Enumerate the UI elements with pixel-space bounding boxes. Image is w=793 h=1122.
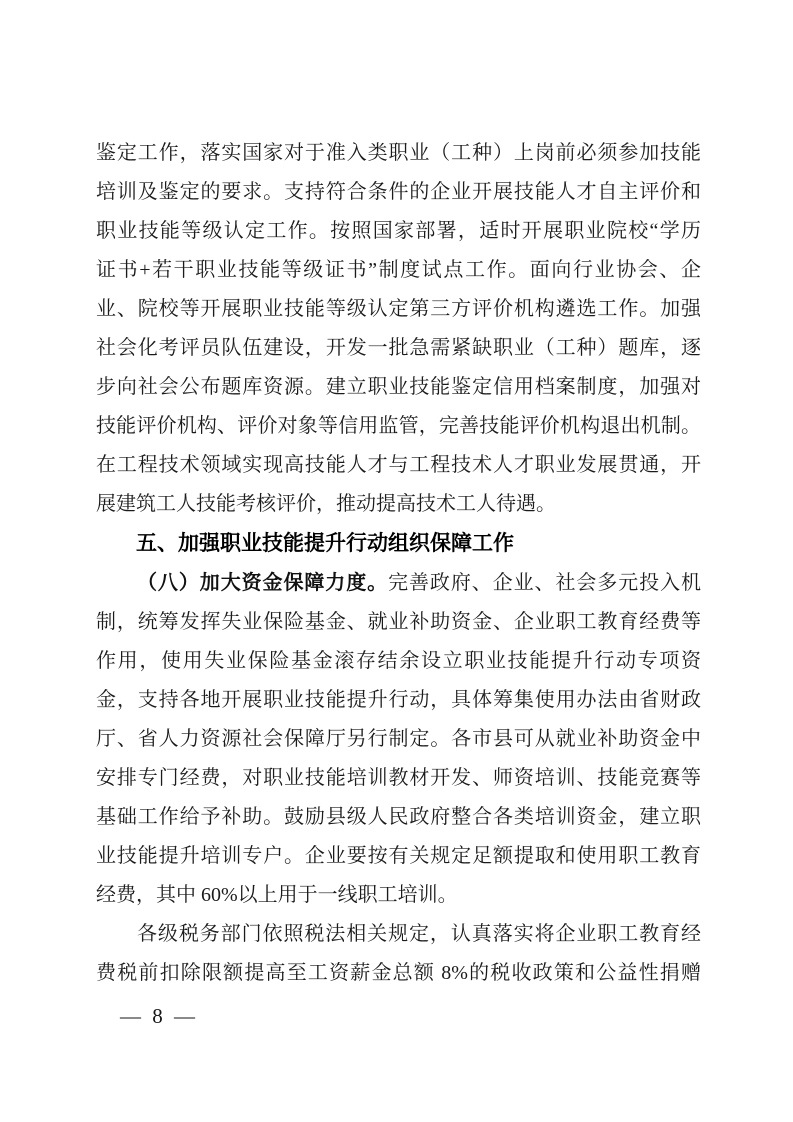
body-line: 培训及鉴定的要求。支持符合条件的企业开展技能人才自主评价和 <box>96 181 701 204</box>
body-line: 在工程技术领域实现高技能人才与工程技术人才职业发展贯通，开 <box>96 454 701 477</box>
body-line: 基础工作给予补助。鼓励县级人民政府整合各类培训资金，建立职 <box>96 805 701 828</box>
body-line: 费税前扣除限额提高至工资薪金总额 8%的税收政策和公益性捐赠 <box>96 961 701 984</box>
body-line: 厅、省人力资源社会保障厅另行制定。各市县可从就业补助资金中 <box>96 727 701 750</box>
body-line: 作用，使用失业保险基金滚存结余设立职业技能提升行动专项资 <box>96 649 701 672</box>
body-line: 职业技能等级认定工作。按照国家部署，适时开展职业院校“学历 <box>96 220 701 243</box>
body-line <box>96 564 701 603</box>
body-line: 步向社会公布题库资源。建立职业技能鉴定信用档案制度，加强对 <box>96 376 701 399</box>
body-line: 各级税务部门依照税法相关规定，认真落实将企业职工教育经 <box>137 922 701 945</box>
page-content <box>96 134 701 993</box>
body-line: 业、院校等开展职业技能等级认定第三方评价机构遴选工作。加强 <box>96 298 701 321</box>
body-line: 制，统筹发挥失业保险基金、就业补助资金、企业职工教育经费等 <box>96 610 701 633</box>
body-line: 展建筑工人技能考核评价，推动提高技术工人待遇。 <box>96 493 556 516</box>
body-line-text: 完善政府、企业、社会多元投入机 <box>388 571 702 594</box>
body-line: 社会化考评员队伍建设，开发一批急需紧缺职业（工种）题库，逐 <box>96 337 701 360</box>
section-heading: 五、加强职业技能提升行动组织保障工作 <box>136 532 514 556</box>
body-line: 经费，其中 60%以上用于一线职工培训。 <box>96 883 458 906</box>
body-line: 业技能提升培训专户。企业要按有关规定足额提取和使用职工教育 <box>96 844 701 867</box>
body-line: 证书+若干职业技能等级证书”制度试点工作。面向行业协会、企 <box>96 259 701 282</box>
bold-lead-label: （八）加大资金保障力度。 <box>137 571 389 594</box>
body-line: 鉴定工作，落实国家对于准入类职业（工种）上岗前必须参加技能 <box>96 142 701 164</box>
paragraph-2 <box>96 564 701 915</box>
page-number: — 8 — <box>120 1004 198 1028</box>
body-line: 安排专门经费，对职业技能培训教材开发、师资培训、技能竞赛等 <box>96 766 701 789</box>
paragraph-1 <box>96 134 701 524</box>
body-line: 技能评价机构、评价对象等信用监管，完善技能评价机构退出机制。 <box>96 415 701 438</box>
body-line: 金，支持各地开展职业技能提升行动，具体筹集使用办法由省财政 <box>96 688 701 711</box>
paragraph-3 <box>96 915 701 993</box>
